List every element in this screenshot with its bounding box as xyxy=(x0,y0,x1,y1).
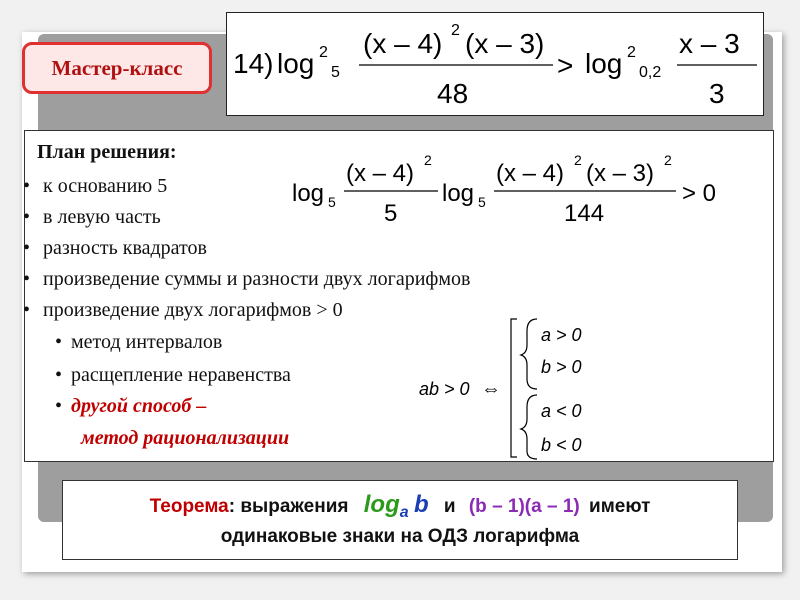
plan-item: • произведение суммы и разности двух логарифмов xyxy=(23,268,471,290)
task-log1-exp: 2 xyxy=(319,44,328,61)
task-log2-exp: 2 xyxy=(627,44,636,61)
f2-num2b-exp: 2 xyxy=(664,153,672,168)
task-number: 14) xyxy=(233,48,274,79)
theorem-label: Теорема xyxy=(149,496,229,517)
plan-item: • разность квадратов xyxy=(23,237,207,259)
plan-highlight-line2: метод рационализации xyxy=(81,427,290,449)
f2-num2a-exp: 2 xyxy=(574,153,582,168)
cond-a-pos: a > 0 xyxy=(541,325,582,345)
theorem-expression: (b – 1)(a – 1) xyxy=(468,496,580,517)
master-class-badge: Мастер-класс xyxy=(22,42,212,94)
plan-subitem-highlight: • другой способ – xyxy=(55,395,207,417)
theorem-log-arg: b xyxy=(413,491,429,518)
solution-plan-box xyxy=(24,130,774,462)
task-log2-base: 0,2 xyxy=(639,64,662,81)
plan-subitem: • расщепление неравенства xyxy=(55,364,291,386)
f2-base1: 5 xyxy=(328,194,336,210)
task-formula xyxy=(227,13,765,117)
bullet-icon: • xyxy=(23,206,31,228)
theorem-tail: имеют xyxy=(589,496,651,517)
bullet-icon: • xyxy=(23,237,31,259)
f2-num1: (x – 4) xyxy=(346,160,415,187)
f2-log2: log xyxy=(442,180,475,207)
bullet-icon: • xyxy=(55,395,63,417)
task-right-denominator: 3 xyxy=(709,78,725,109)
bullet-icon: • xyxy=(55,364,63,386)
f2-num2b: (x – 3) xyxy=(586,160,655,187)
theorem-box xyxy=(62,480,738,560)
bullet-icon: • xyxy=(23,268,31,290)
theorem-and: и xyxy=(443,496,456,517)
task-formula-box xyxy=(226,12,764,116)
plan-subitem: • метод интервалов xyxy=(55,331,223,353)
bullet-icon: • xyxy=(23,175,31,197)
task-denominator: 48 xyxy=(437,78,469,109)
brace-bottom xyxy=(521,395,537,459)
equivalence-arrow-icon: ⇔ xyxy=(481,378,501,400)
plan-item: • в левую часть xyxy=(23,206,161,228)
f2-log1: log xyxy=(292,180,325,207)
theorem-intro: : выражения xyxy=(228,496,349,517)
theorem-log-base: a xyxy=(399,503,409,521)
f2-base2: 5 xyxy=(478,194,486,210)
f2-den1: 5 xyxy=(384,200,398,227)
bullet-icon: • xyxy=(23,299,31,321)
f2-num1-exp: 2 xyxy=(424,153,432,168)
task-right-numerator: x – 3 xyxy=(679,28,740,59)
cond-b-pos: b > 0 xyxy=(541,357,582,377)
task-numerator-exp: 2 xyxy=(451,22,460,39)
sign-condition-system xyxy=(417,311,607,461)
task-log1-base: 5 xyxy=(331,64,340,81)
task-log2: log xyxy=(585,48,623,79)
bullet-icon: • xyxy=(55,331,63,353)
plan-title: План решения: xyxy=(37,141,177,163)
f2-num2a: (x – 4) xyxy=(496,160,565,187)
system-lhs: ab > 0 xyxy=(419,379,470,399)
task-numerator-b: (x – 3) xyxy=(465,28,545,59)
plan-item: • к основанию 5 xyxy=(23,175,168,197)
task-numerator-a: (x – 4) xyxy=(363,28,443,59)
theorem-log: log xyxy=(363,491,400,518)
outer-bracket xyxy=(511,319,517,457)
cond-a-neg: a < 0 xyxy=(541,401,582,421)
plan-item: • произведение двух логарифмов > 0 xyxy=(23,299,343,321)
cond-b-neg: b < 0 xyxy=(541,435,582,455)
brace-top xyxy=(521,319,537,389)
f2-rhs: > 0 xyxy=(682,180,717,207)
task-operator: > xyxy=(557,50,574,81)
theorem-line1 xyxy=(63,491,737,522)
transformed-inequality xyxy=(290,153,750,235)
task-log1: log xyxy=(277,48,315,79)
f2-den2: 144 xyxy=(564,200,605,227)
theorem-line2: одинаковые знаки на ОДЗ логарифма xyxy=(220,525,580,547)
